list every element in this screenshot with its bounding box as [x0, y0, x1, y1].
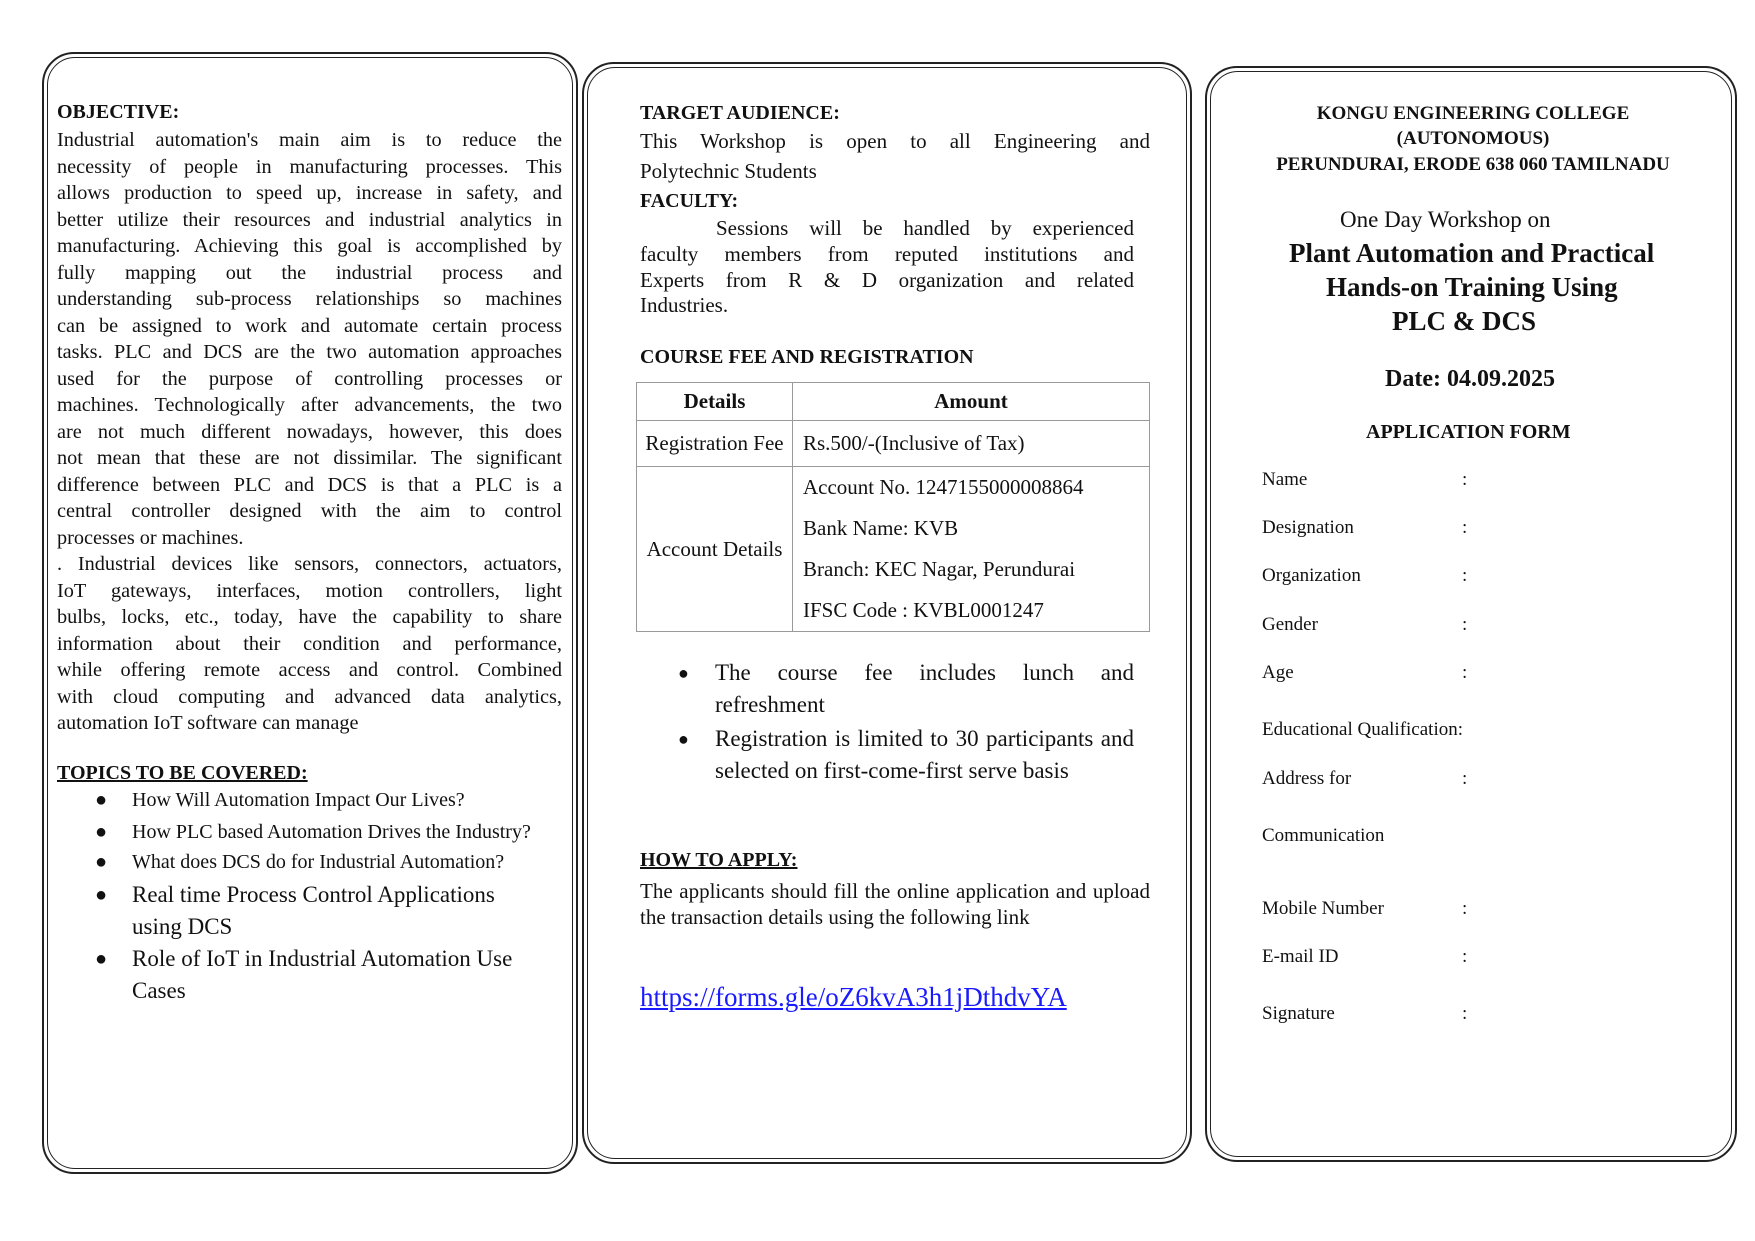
- faculty-line: Experts from R & D organization and related: [640, 268, 1134, 292]
- application-form-heading: APPLICATION FORM: [1366, 421, 1571, 443]
- workshop-date: Date: 04.09.2025: [1385, 366, 1555, 392]
- address-label: Address for: [1262, 768, 1352, 789]
- age-colon: :: [1462, 662, 1468, 683]
- signature-colon: :: [1462, 1003, 1468, 1024]
- bullet-icon: ●: [95, 884, 108, 906]
- topic-item: ● What does DCS do for Industrial Automation?: [95, 851, 505, 873]
- topic-item: ● How PLC based Automation Drives the Industry?: [57, 817, 562, 847]
- workshop-intro: One Day Workshop on: [1340, 207, 1551, 232]
- college-status: (AUTONOMOUS): [1396, 128, 1550, 149]
- organization-label: Organization: [1262, 565, 1361, 586]
- objective-line: tasks. PLC and DCS are the two automation approaches: [57, 341, 562, 363]
- objective-text: [57, 127, 562, 737]
- table-row: [637, 421, 1150, 467]
- topics-heading: TOPICS TO BE COVERED:: [57, 762, 308, 784]
- account-number: Account No. 1247155000008864: [803, 475, 1084, 499]
- topic-item: ● Role of IoT in Industrial Automation Use Cases: [57, 943, 562, 1007]
- objective-line: necessity of people in manufacturing processes. This: [57, 155, 562, 178]
- topics-list: [57, 787, 562, 1007]
- objective-line: are not much different nowadays, however, this does: [57, 420, 562, 443]
- faculty-line: Sessions will be handled by experienced: [716, 216, 1134, 240]
- topic-item: ● How Will Automation Impact Our Lives?: [95, 789, 465, 811]
- branch: Branch: KEC Nagar, Perundurai: [803, 557, 1076, 581]
- objective-line: manufacturing. Achieving this goal is accomplished by: [57, 235, 562, 257]
- gender-colon: :: [1462, 614, 1468, 635]
- objective-heading: OBJECTIVE:: [57, 101, 180, 123]
- objective-line: automation IoT software can manage: [57, 712, 359, 734]
- table-header-row: [637, 383, 1150, 421]
- objective-line: used for the purpose of controlling processes or: [57, 367, 562, 390]
- organization-colon: :: [1462, 565, 1468, 586]
- bullet-icon: ●: [678, 729, 689, 749]
- faculty-heading: FACULTY:: [640, 190, 739, 212]
- objective-line: central controller designed with the aim to control: [57, 500, 562, 522]
- objective-line: machines. Technologically after advancements, the two: [57, 394, 562, 416]
- email-colon: :: [1462, 946, 1468, 967]
- gender-label: Gender: [1262, 614, 1318, 635]
- account-details-label: Account Details: [637, 467, 793, 632]
- mobile-colon: :: [1462, 898, 1468, 919]
- name-colon: :: [1462, 469, 1468, 490]
- objective-line: can be assigned to work and automate certain process: [57, 314, 562, 337]
- objective-line: fully mapping out the industrial process and: [57, 261, 562, 284]
- account-details-value: [793, 467, 1150, 632]
- bullet-icon: ●: [95, 821, 108, 843]
- designation-label: Designation: [1262, 517, 1354, 538]
- designation-colon: :: [1462, 517, 1468, 538]
- objective-line: understanding sub-process relationships so machines: [57, 288, 562, 310]
- objective-line: allows production to speed up, increase in safety, and: [57, 182, 562, 204]
- how-to-apply-text: The applicants should fill the online application and upload the transaction details using the following link: [640, 879, 1150, 929]
- objective-line: while offering remote access and control. Combined: [57, 659, 562, 681]
- objective-line: IoT gateways, interfaces, motion controllers, light: [57, 579, 562, 602]
- bullet-icon: ●: [678, 663, 689, 683]
- topic-item: ● Real time Process Control Applications using DCS: [57, 879, 562, 943]
- note-item: ● Registration is limited to 30 participants and selected on first-come-first serve basis: [640, 723, 1134, 787]
- target-audience-line1: This Workshop is open to all Engineering and: [640, 129, 1150, 153]
- title-line: Plant Automation and Practical: [1289, 238, 1655, 268]
- registration-fee-label: Registration Fee: [637, 421, 793, 467]
- amount-header: Amount: [793, 383, 1150, 421]
- bullet-icon: ●: [95, 948, 108, 970]
- target-audience-line2: Polytechnic Students: [640, 159, 817, 183]
- name-label: Name: [1262, 469, 1308, 490]
- objective-line: not mean that these are not dissimilar. The significant: [57, 447, 562, 469]
- details-header: Details: [637, 383, 793, 421]
- college-address: PERUNDURAI, ERODE 638 060 TAMILNADU: [1276, 154, 1670, 175]
- fee-notes-list: [640, 657, 1134, 787]
- address-colon: :: [1462, 768, 1468, 789]
- qualification-label: Educational Qualification:: [1262, 719, 1464, 740]
- fee-table: [636, 382, 1150, 632]
- objective-line: difference between PLC and DCS is that a PLC is a: [57, 473, 562, 496]
- course-fee-heading: COURSE FEE AND REGISTRATION: [640, 346, 974, 368]
- age-label: Age: [1262, 662, 1294, 683]
- registration-fee-value: Rs.500/-(Inclusive of Tax): [793, 421, 1150, 467]
- target-audience-heading: TARGET AUDIENCE:: [640, 102, 840, 124]
- objective-line: bulbs, locks, etc., today, have the capability to share: [57, 606, 562, 628]
- bank-name: Bank Name: KVB: [803, 516, 959, 540]
- title-line: Hands-on Training Using: [1326, 272, 1618, 302]
- how-to-apply-heading: HOW TO APPLY:: [640, 849, 798, 871]
- bullet-icon: ●: [95, 851, 108, 873]
- bullet-icon: ●: [95, 789, 108, 811]
- workshop-title: [1212, 236, 1734, 338]
- table-row: [637, 467, 1150, 632]
- faculty-line: faculty members from reputed institutions and: [640, 242, 1134, 266]
- objective-line: Industrial automation's main aim is to reduce the: [57, 129, 562, 151]
- objective-line: with cloud computing and advanced data analytics,: [57, 685, 562, 708]
- objective-line: information about their condition and performance,: [57, 632, 562, 655]
- objective-line: better utilize their resources and industrial analytics in: [57, 208, 562, 231]
- college-name: KONGU ENGINEERING COLLEGE: [1316, 103, 1630, 124]
- objective-line: . Industrial devices like sensors, connectors, actuators,: [57, 553, 562, 575]
- address-label-cont: Communication: [1262, 825, 1385, 846]
- objective-line: processes or machines.: [57, 526, 244, 549]
- application-form-link[interactable]: https://forms.gle/oZ6kvA3h1jDthdvYA: [640, 982, 1067, 1012]
- ifsc-code: IFSC Code : KVBL0001247: [803, 598, 1044, 622]
- mobile-label: Mobile Number: [1262, 898, 1384, 919]
- note-item: ● The course fee includes lunch and refreshment: [640, 657, 1134, 721]
- signature-label: Signature: [1262, 1003, 1335, 1024]
- title-line: PLC & DCS: [1392, 306, 1537, 336]
- faculty-line: Industries.: [640, 293, 729, 317]
- email-label: E-mail ID: [1262, 946, 1339, 967]
